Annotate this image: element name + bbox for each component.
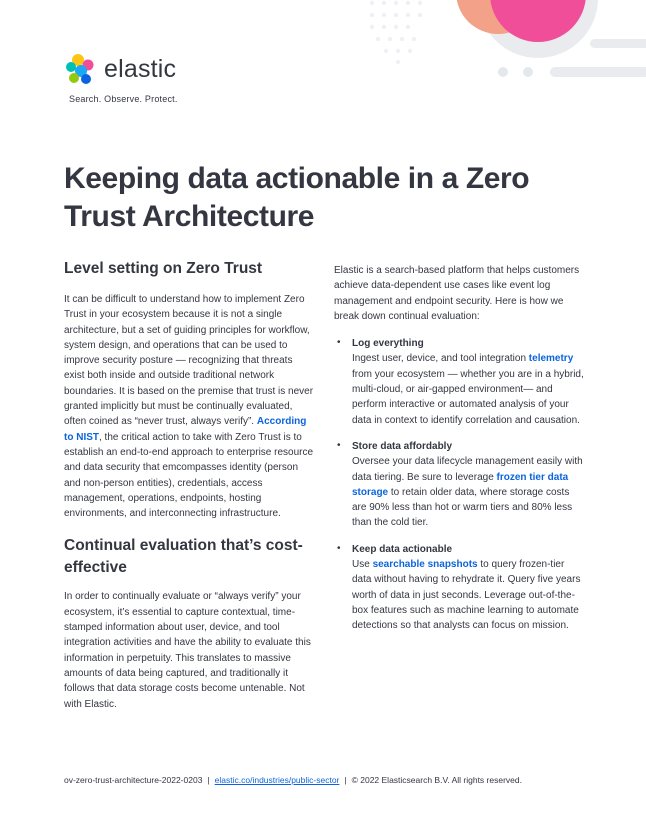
- bullet-title-store-data: Store data affordably: [352, 440, 453, 452]
- bullet-glyph: •: [337, 542, 341, 554]
- right-column: [334, 263, 586, 645]
- elastic-logo[interactable]: [64, 52, 176, 86]
- section-heading-level-setting: Level setting on Zero Trust: [64, 260, 263, 277]
- bullet-glyph: •: [337, 337, 341, 349]
- link-searchable-snapshots[interactable]: searchable snapshots: [372, 559, 478, 571]
- page-title: Keeping data actionable in a Zero Trust Architecture: [64, 162, 530, 233]
- bullet-title-keep-data-actionable: Keep data actionable: [352, 543, 453, 555]
- paragraph-zero-trust: [64, 292, 314, 521]
- footer-separator: |: [344, 775, 347, 785]
- bullet-text: from your ecosystem — whether you are in a hybrid, multi-cloud, or air-gapped environment— and perform interactive or automated analysis of your data in context to identify correlation and causation.: [352, 368, 584, 426]
- bullet-glyph: •: [337, 439, 341, 451]
- brand-tagline: Search. Observe. Protect.: [69, 94, 178, 104]
- left-column: [64, 258, 314, 712]
- footer-doc-id: ov-zero-trust-architecture-2022-0203: [64, 775, 203, 785]
- link-telemetry[interactable]: telemetry: [528, 353, 574, 365]
- bullet-list: [334, 336, 586, 633]
- paragraph-text: , the critical action to take with Zero Trust is to establish an end-to-end approach to enterprise resource and data security that emcompasses identity (person and non-person entities), credentials, access management, operations, endpoints, hosting environments, and interconnecting infrastructure.: [64, 431, 314, 520]
- bullet-body: [352, 351, 586, 427]
- link-frozen-tier-data-storage[interactable]: frozen tier data storage: [352, 471, 569, 498]
- paragraph-text: It can be difficult to understand how to implement Zero Trust in your ecosystem because it is not a single architecture, but a set of guiding principles for workflow, system design, and operations that can be used to improve security posture — recognizing that threats exist both inside and outside traditional network boundaries. It is based on the premise that trust is never granted implicitly but must be continually evaluated, often coined as “never trust, always verify”.: [64, 294, 314, 428]
- paragraph-continual-evaluation: In order to continually evaluate or “always verify” your ecosystem, it’s essential to capture contextual, time-stamped information about user, device, and tool integration activities and have the ability to evaluate this information in perpetuity. This translates to massive amounts of data being captured, and traditionally it follows that data storage costs become untenable. Not with Elastic.: [64, 591, 311, 710]
- footer-separator: |: [207, 775, 210, 785]
- bullet-text: Oversee your data lifecycle management easily with data tiering. Be sure to leverage: [352, 456, 583, 483]
- bullet-text: to retain older data, where storage costs are 90% less than hot or warm tiers and 80% less than the cold tier.: [352, 486, 573, 529]
- brand-name: elastic: [104, 54, 177, 83]
- bullet-text: Ingest user, device, and tool integration: [352, 353, 529, 365]
- link-according-to-nist[interactable]: According to NIST: [64, 416, 307, 443]
- bullet-title-log-everything: Log everything: [352, 338, 424, 350]
- bullet-body: [352, 557, 586, 633]
- footer-copyright: © 2022 Elasticsearch B.V. All rights reserved.: [351, 775, 522, 785]
- bullet-text: Use: [352, 559, 373, 571]
- list-item: [334, 439, 586, 531]
- footer: [64, 775, 522, 785]
- bullet-text: to query frozen-tier data without having to rehydrate it. Query five years worth of data in just seconds. Leverage out-of-the-box features such as machine learning to automate detections so that analysts can focus on mission.: [352, 559, 581, 632]
- list-item: [334, 542, 586, 634]
- bullet-body: [352, 454, 586, 530]
- paragraph-intro: Elastic is a search-based platform that helps customers achieve data-dependent use cases like event log management and endpoint security. Here is how we break down continual evaluation:: [334, 265, 580, 322]
- footer-link-public-sector[interactable]: elastic.co/industries/public-sector: [214, 775, 340, 785]
- section-heading-continual-evaluation: Continual evaluation that’s cost-effective: [64, 537, 303, 577]
- elastic-cluster-icon: [64, 52, 98, 86]
- list-item: [334, 336, 586, 428]
